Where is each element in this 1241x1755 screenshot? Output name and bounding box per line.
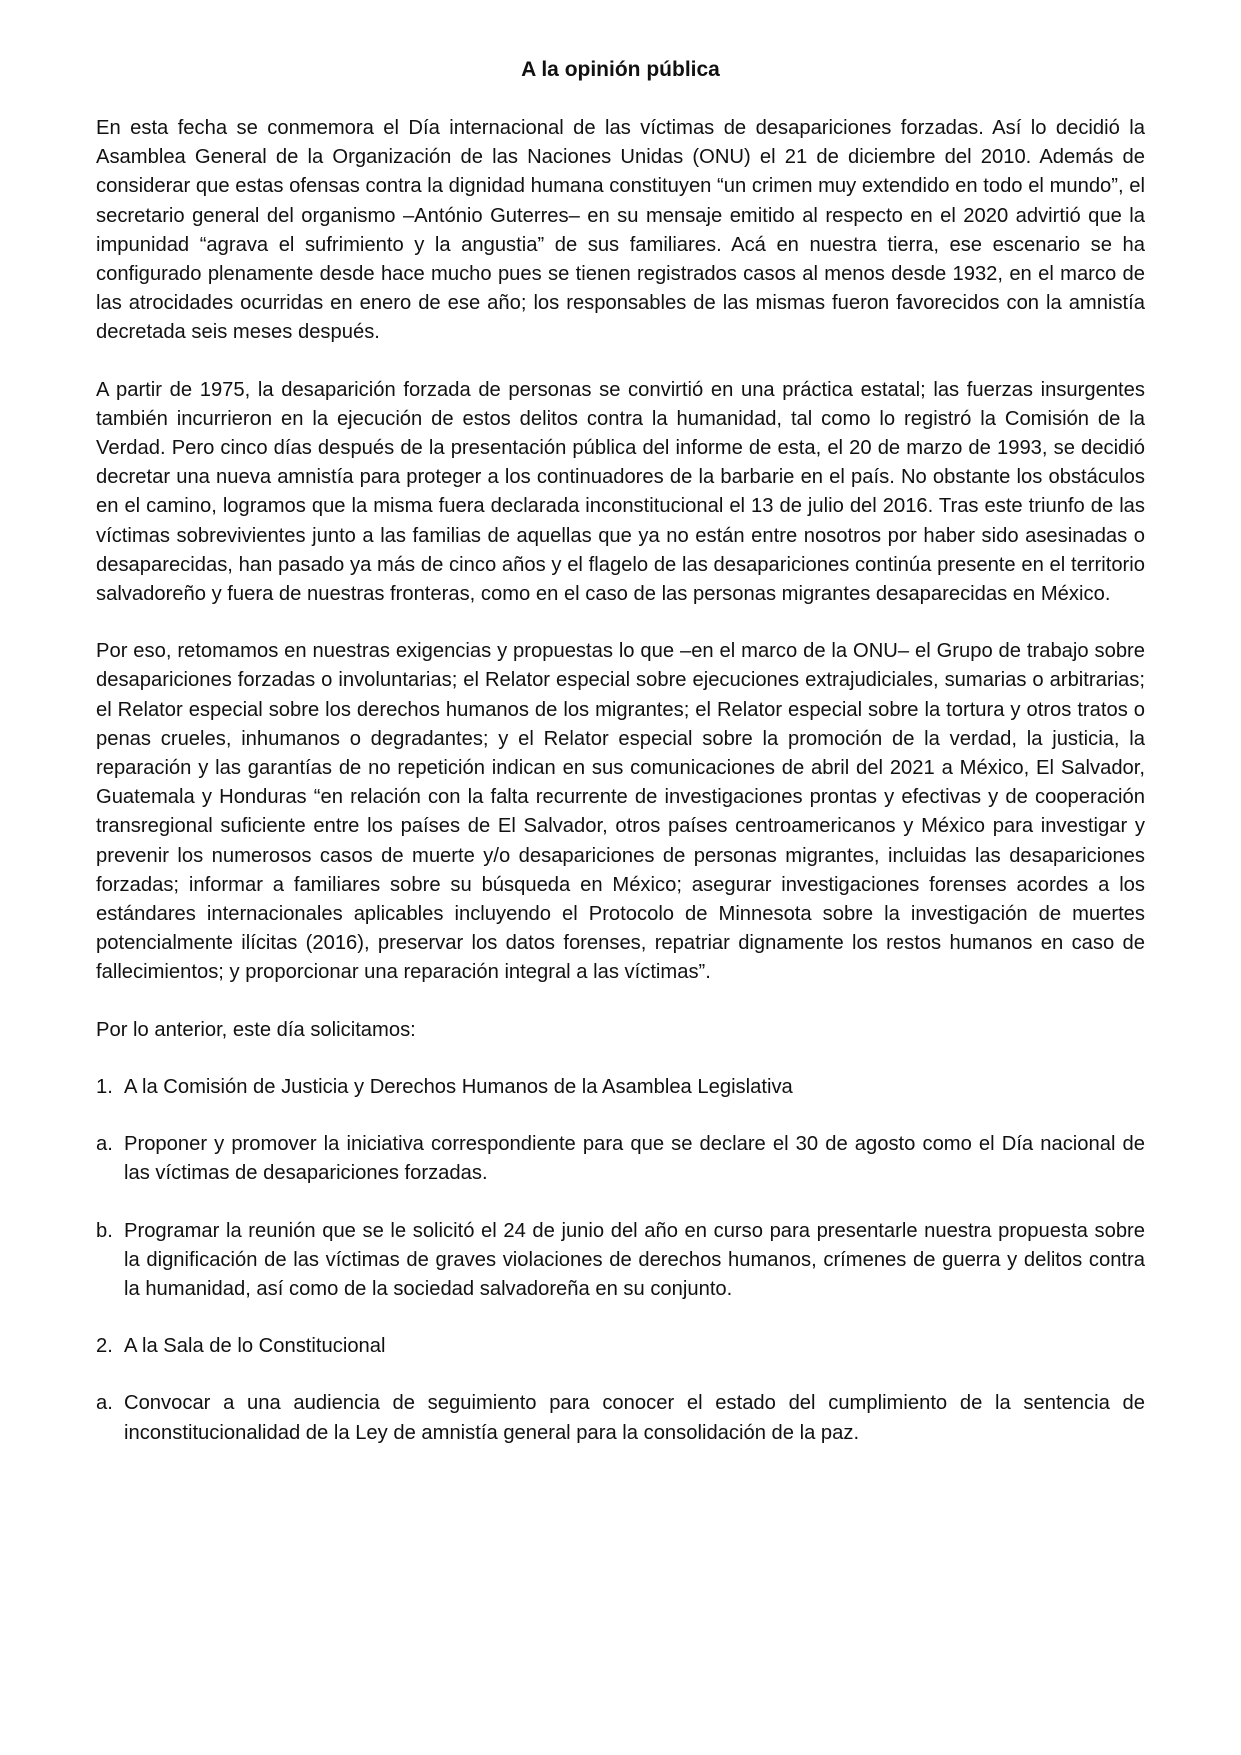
list-marker: a. <box>96 1392 113 1415</box>
list-marker: b. <box>96 1219 113 1242</box>
paragraph-3: Por eso, retomamos en nuestras exigencias y propuestas lo que –en el marco de la ONU– el Grupo de trabajo sobre desapariciones forzadas o involuntarias; el Relator especial sobre ejecuciones extrajudiciales, sumarias o arbitrarias; el Relator especial sobre los derechos humanos de los migrantes; el Relator especial sobre la tortura y otros tratos o penas crueles, inhumanos o degradantes; y el Relator especial sobre la promoción de la verdad, la justicia, la reparación y las garantías de no repetición indican en sus comunicaciones de abril del 2021 a México, El Salvador, Guatemala y Honduras “en relación con la falta recurrente de investigaciones prontas y efectivas y de cooperación transregional suficiente entre los países de El Salvador, otros países centroamericanos y México para investigar y prevenir los numerosos casos de muerte y/o desapariciones de personas migrantes, incluidas las desapariciones forzadas; informar a familiares sobre su búsqueda en México; asegurar investigaciones forenses acordes a los estándares internacionales aplicables incluyendo el Protocolo de Minnesota sobre la investigación de muertes potencialmente ilícitas (2016), preservar los datos forenses, repatriar dignamente los restos humanos en caso de fallecimientos; y proporcionar una reparación integral a las víctimas”. <box>96 640 1145 984</box>
paragraph-2: A partir de 1975, la desaparición forzada de personas se convirtió en una práctica estatal; las fuerzas insurgentes también incurrieron en la ejecución de estos delitos contra la humanidad, tal como lo registró la Comisión de la Verdad. Pero cinco días después de la presentación pública del informe de esta, el 20 de marzo de 1993, se decidió decretar una nueva amnistía para proteger a los continuadores de la barbarie en el país. No obstante los obstáculos en el camino, logramos que la misma fuera declarada inconstitucional el 13 de julio del 2016. Tras este triunfo de las víctimas sobrevivientes junto a las familias de aquellas que ya no están entre nosotros por haber sido asesinadas o desaparecidas, han pasado ya más de cinco años y el flagelo de las desapariciones continúa presente en el territorio salvadoreño y fuera de nuestras fronteras, como en el caso de las personas migrantes desaparecidas en México. <box>96 378 1145 606</box>
list-marker: 1. <box>96 1075 113 1098</box>
request-1 <box>96 1073 1145 1102</box>
list-marker: 2. <box>96 1335 113 1358</box>
request-1-item-b <box>96 1217 1145 1305</box>
paragraph-4: Por lo anterior, este día solicitamos: <box>96 1018 416 1041</box>
request-1-item-a <box>96 1130 1145 1188</box>
request-2-item-a-text: Convocar a una audiencia de seguimiento para conocer el estado del cumplimiento de la sentencia de inconstitucionalidad de la Ley de amnistía general para la consolidación de la paz. <box>124 1392 1145 1444</box>
request-1-heading: A la Comisión de Justicia y Derechos Humanos de la Asamblea Legislativa <box>124 1075 793 1098</box>
document-page <box>96 56 1145 1476</box>
request-1-item-b-text: Programar la reunión que se le solicitó el 24 de junio del año en curso para presentarle nuestra propuesta sobre la dignificación de las víctimas de graves violaciones de derechos humanos, crímenes de guerra y delitos contra la humanidad, así como de la sociedad salvadoreña en su conjunto. <box>124 1219 1145 1300</box>
paragraph-1: En esta fecha se conmemora el Día internacional de las víctimas de desapariciones forzadas. Así lo decidió la Asamblea General de la Organización de las Naciones Unidas (ONU) el 21 de diciembre del 2010. Además de considerar que estas ofensas contra la dignidad humana constituyen “un crimen muy extendido en todo el mundo”, el secretario general del organismo –António Guterres– en su mensaje emitido al respecto en el 2020 advirtió que la impunidad “agrava el sufrimiento y la angustia” de sus familiares. Acá en nuestra tierra, ese escenario se ha configurado plenamente desde hace mucho pues se tienen registrados casos al menos desde 1932, en el marco de las atrocidades ocurridas en enero de ese año; los responsables de las mismas fueron favorecidos con la amnistía decretada seis meses después. <box>96 117 1145 344</box>
request-2 <box>96 1332 1145 1361</box>
request-1-item-a-text: Proponer y promover la iniciativa correspondiente para que se declare el 30 de agosto como el Día nacional de las víctimas de desapariciones forzadas. <box>124 1133 1145 1185</box>
request-2-item-a <box>96 1389 1145 1447</box>
request-2-heading: A la Sala de lo Constitucional <box>124 1335 386 1358</box>
document-title: A la opinión pública <box>521 58 720 81</box>
list-marker: a. <box>96 1133 113 1156</box>
